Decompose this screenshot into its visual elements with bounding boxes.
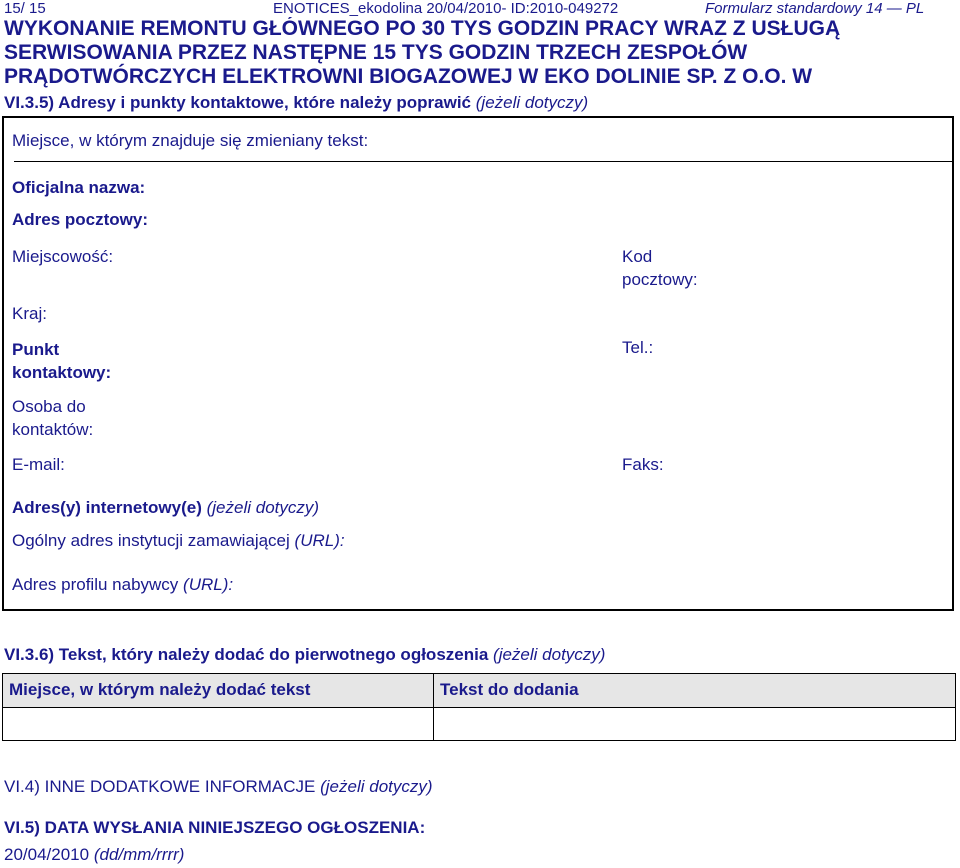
general-address-text: Ogólny adres instytucji zamawiającej [12,531,290,550]
text-to-add-table [2,673,956,741]
section-heading-note: (jeżeli dotyczy) [320,777,433,796]
buyer-profile-url: (URL): [183,575,234,594]
section-heading-text: VI.3.5) Adresy i punkty kontaktowe, które należy poprawić [4,93,472,112]
date-value: 20/04/2010 [4,845,90,864]
contact-point-label: Punkt kontaktowy: [12,340,112,382]
column-header: Miejsce, w którym należy dodać tekst [3,674,434,708]
dispatch-date [4,845,184,865]
table-header-row [3,674,956,708]
country-label: Kraj: [12,304,47,323]
buyer-profile-text: Adres profilu nabywcy [12,575,179,594]
internet-heading [12,498,319,518]
notice-title: WYKONANIE REMONTU GŁÓWNEGO PO 30 TYS GODZIN PRACY WRAZ Z USŁUGĄ SERWISOWANIA PRZEZ NASTĘPNE 15 TYS GODZIN TRZECH ZESPOŁÓW PRĄDOTWÓRCZYCH ELEKTROWNI BIOGAZOWEJ W EKO DOLINIE SP. Z O.O. W [4,17,841,88]
section-heading-text: VI.3.6) Tekst, który należy dodać do pierwotnego ogłoszenia [4,645,489,664]
phone-label: Tel.: [622,338,654,357]
table-cell [3,707,434,741]
buyer-profile-label [12,575,233,595]
official-name-label: Oficjalna nazwa: [12,178,146,197]
table-row [3,707,956,741]
section-heading-vi-3-6 [4,645,605,665]
form-name: Formularz standardowy 14 — PL [705,0,925,17]
table-cell [434,707,956,741]
general-address-label [12,531,345,551]
page-header [0,0,960,18]
internet-heading-note: (jeżeli dotyczy) [206,498,320,517]
page-number: 15/ 15 [4,0,46,17]
section-heading-vi-3-5 [4,93,588,113]
document-id: ENOTICES_ekodolina 20/04/2010- ID:2010-049272 [273,0,619,17]
section-heading-text: VI.4) INNE DODATKOWE INFORMACJE [4,777,316,796]
divider [14,161,952,162]
date-format: (dd/mm/rrrr) [93,845,185,864]
fax-label: Faks: [622,455,664,474]
section-heading-note: (jeżeli dotyczy) [475,93,589,112]
section-heading-vi-5: VI.5) DATA WYSŁANIA NINIEJSZEGO OGŁOSZENIA: [4,818,426,837]
address-box [2,116,954,611]
internet-heading-text: Adres(y) internetowy(e) [12,498,202,517]
postal-address-label: Adres pocztowy: [12,210,149,229]
city-label: Miejscowość: [12,247,114,266]
place-changed-label: Miejsce, w którym znajduje się zmieniany tekst: [12,131,369,150]
contact-person-label: Osoba do kontaktów: [12,397,94,439]
section-heading-note: (jeżeli dotyczy) [493,645,606,664]
general-address-url: (URL): [294,531,345,550]
email-label: E-mail: [12,455,65,474]
postal-code-label: Kod pocztowy: [622,247,698,289]
section-heading-vi-4 [4,777,433,797]
column-header: Tekst do dodania [434,674,956,708]
